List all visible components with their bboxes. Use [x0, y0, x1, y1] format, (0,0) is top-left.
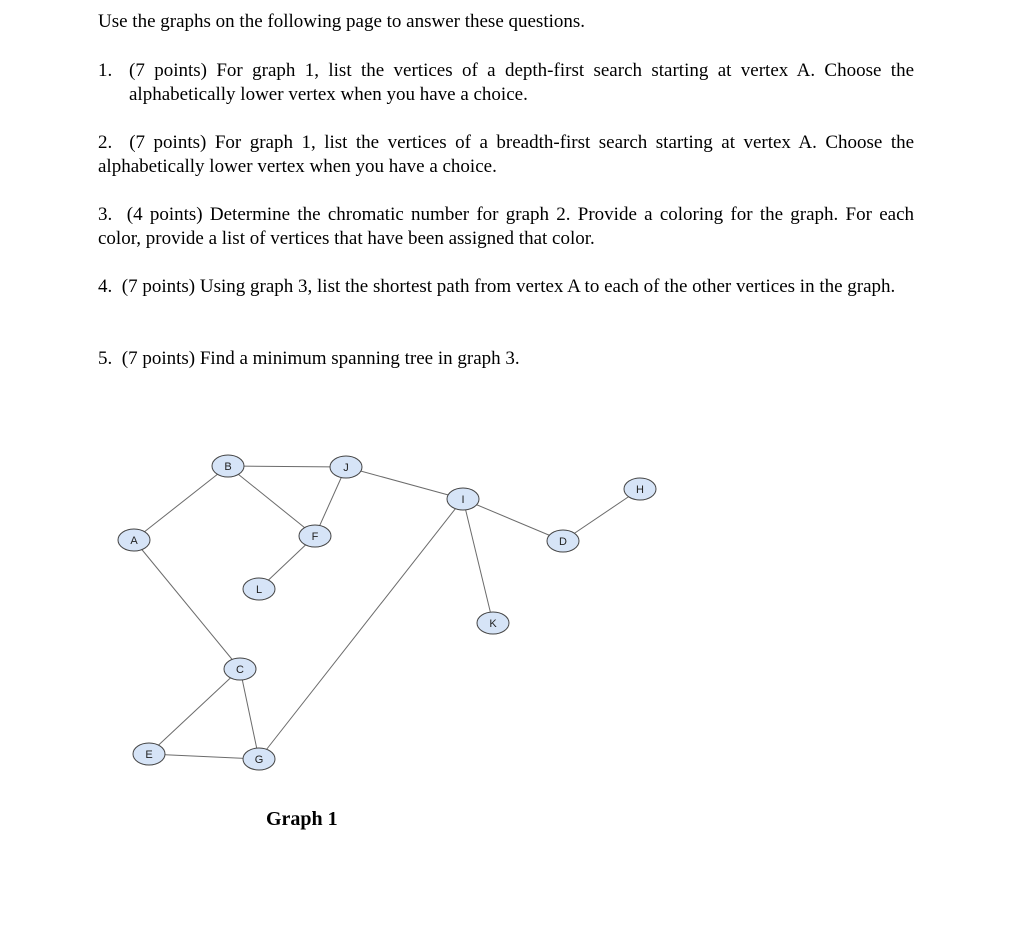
question-3-text: Determine the chromatic number for graph 2. Provide a coloring for the graph. For each color, provide a list of vertices that have been assigned that color. — [98, 204, 915, 249]
vertex-d — [547, 530, 579, 552]
vertex-label: B — [224, 461, 232, 473]
graph-caption: Graph 1 — [266, 808, 338, 830]
question-3-number: 3. — [98, 204, 113, 225]
question-4-number: 4. — [98, 276, 113, 297]
vertex-label: J — [343, 462, 349, 474]
vertex-label: G — [254, 754, 264, 766]
question-3-points: (4 points) — [126, 204, 203, 225]
vertex-label: H — [636, 484, 644, 496]
question-4-text: Using graph 3, list the shortest path from vertex A to each of the other vertices in the graph. — [199, 276, 896, 297]
edge-i-d — [463, 499, 563, 541]
vertex-b — [212, 455, 244, 477]
question-5-points: (7 points) — [121, 348, 196, 369]
edge-j-i — [346, 467, 463, 499]
edge-a-c — [134, 540, 240, 669]
vertex-label: L — [255, 584, 263, 596]
question-2-points: (7 points) — [129, 132, 207, 153]
graph-edges — [134, 466, 640, 759]
question-2-text: For graph 1, list the vertices of a breadth-first search starting at vertex A. Choose the alphabetically lower vertex when you have a choice. — [98, 132, 915, 177]
edge-c-g — [240, 669, 259, 759]
edge-b-f — [228, 466, 315, 536]
vertex-g — [243, 748, 275, 770]
vertex-a — [118, 529, 150, 551]
question-1-points: (7 points) — [129, 60, 207, 81]
question-5-text: Find a minimum spanning tree in graph 3. — [199, 348, 520, 369]
edge-i-g — [259, 499, 463, 759]
edge-b-j — [228, 466, 346, 467]
vertex-label: F — [311, 531, 319, 543]
vertex-h — [624, 478, 656, 500]
vertex-j — [330, 456, 362, 478]
vertex-label: E — [145, 749, 153, 761]
vertex-label: I — [461, 494, 465, 506]
vertex-f — [299, 525, 331, 547]
edge-a-b — [134, 466, 228, 540]
question-4-points: (7 points) — [121, 276, 196, 297]
vertex-k — [477, 612, 509, 634]
question-1-number: 1. — [98, 60, 113, 81]
vertex-label: A — [130, 535, 138, 547]
edge-i-k — [463, 499, 493, 623]
edge-c-e — [149, 669, 240, 754]
edge-e-g — [149, 754, 259, 759]
question-5-number: 5. — [98, 348, 113, 369]
intro-text: Use the graphs on the following page to answer these questions. — [98, 11, 586, 32]
vertex-e — [133, 743, 165, 765]
vertex-label: D — [559, 536, 567, 548]
vertex-c — [224, 658, 256, 680]
graph-vertices — [118, 455, 656, 770]
vertex-label: K — [489, 618, 497, 630]
vertex-i — [447, 488, 479, 510]
vertex-l — [243, 578, 275, 600]
vertex-label: C — [236, 664, 244, 676]
question-1-text: For graph 1, list the vertices of a depth-first search starting at vertex A. Choose the alphabetically lower vertex when you have a choice. — [129, 60, 915, 105]
question-2-number: 2. — [98, 132, 113, 153]
